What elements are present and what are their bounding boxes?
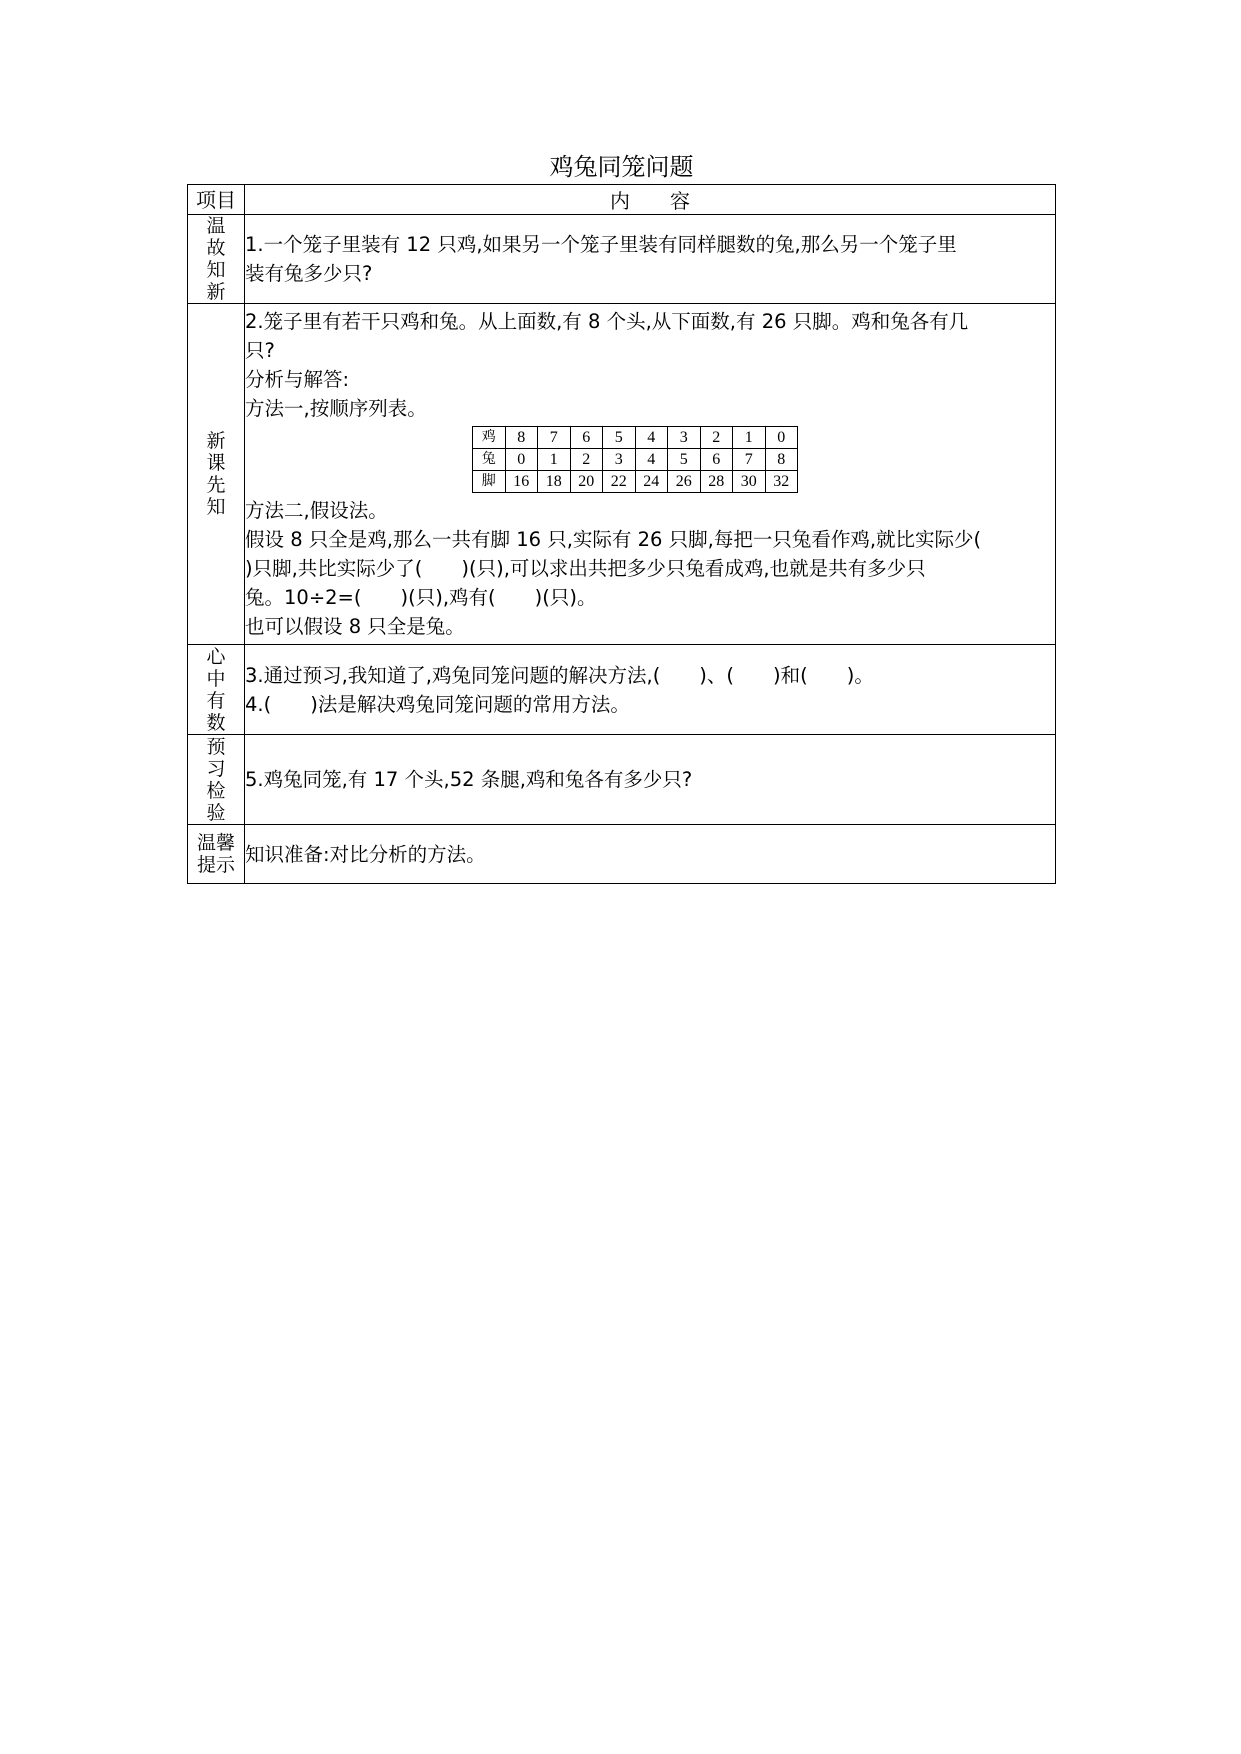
- method-one-heading: 方法一,按顺序列表。: [245, 397, 427, 420]
- question-line: 假设 8 只全是鸡,那么一共有脚 16 只,实际有 26 只脚,每把一只兔看作鸡,就比实际少(: [245, 528, 982, 551]
- list-table-cell: 28: [700, 471, 733, 493]
- list-table-label: 鸡: [473, 427, 506, 449]
- section-label-text: 温故知新: [206, 215, 226, 303]
- list-table-cell: 2: [570, 449, 603, 471]
- list-table-row: [473, 471, 798, 493]
- question-line: 4.( )法是解决鸡兔同笼问题的常用方法。: [245, 692, 630, 716]
- section-label: [188, 304, 245, 645]
- section-row: [188, 735, 1056, 825]
- list-table-cell: 2: [700, 427, 733, 449]
- list-table-cell: 22: [603, 471, 636, 493]
- list-table-cell: 1: [733, 427, 766, 449]
- list-table-cell: 0: [765, 427, 798, 449]
- list-table-cell: 4: [635, 449, 668, 471]
- question-line: 5.鸡兔同笼,有 17 个头,52 条腿,鸡和兔各有多少只?: [245, 768, 693, 791]
- list-table-cell: 7: [538, 427, 571, 449]
- list-table: [472, 426, 798, 493]
- list-table-cell: 7: [733, 449, 766, 471]
- list-table-row: [473, 449, 798, 471]
- list-table-cell: 24: [635, 471, 668, 493]
- section-row: [188, 215, 1056, 304]
- list-table-cell: 5: [668, 449, 701, 471]
- section-label-text: 预习检验: [206, 735, 226, 824]
- section-label: [188, 825, 245, 884]
- worksheet-table: [187, 184, 1056, 884]
- question-line: 兔。10÷2=( )(只),鸡有( )(只)。: [245, 586, 597, 609]
- section-content: [245, 215, 1056, 304]
- list-table-cell: 8: [765, 449, 798, 471]
- list-table-label: 脚: [473, 471, 506, 493]
- list-table-cell: 6: [700, 449, 733, 471]
- list-table-cell: 3: [668, 427, 701, 449]
- question-line: 也可以假设 8 只全是兔。: [245, 615, 465, 638]
- section-label: [188, 215, 245, 304]
- section-row: [188, 825, 1056, 884]
- list-table-cell: 26: [668, 471, 701, 493]
- list-table-cell: 6: [570, 427, 603, 449]
- section-content: [245, 735, 1056, 825]
- list-table-cell: 20: [570, 471, 603, 493]
- header-item: 项目: [188, 185, 245, 215]
- section-content: [245, 825, 1056, 884]
- question-line: )只脚,共比实际少了( )(只),可以求出共把多少只兔看成鸡,也就是共有多少只: [245, 557, 926, 580]
- section-label: [188, 645, 245, 735]
- header-content: 内 容: [245, 185, 1056, 215]
- list-table-cell: 30: [733, 471, 766, 493]
- list-table-cell: 3: [603, 449, 636, 471]
- section-label-text: 新课先知: [206, 430, 226, 518]
- list-table-cell: 1: [538, 449, 571, 471]
- section-row: [188, 645, 1056, 735]
- section-row: [188, 304, 1056, 645]
- question-line: 3.通过预习,我知道了,鸡兔同笼问题的解决方法,( )、( )和( )。: [245, 663, 874, 687]
- list-table-cell: 18: [538, 471, 571, 493]
- list-table-cell: 4: [635, 427, 668, 449]
- method-two-heading: 方法二,假设法。: [245, 499, 388, 522]
- analysis-heading: 分析与解答:: [245, 368, 350, 391]
- header-row: [188, 185, 1056, 215]
- question-line: 装有兔多少只?: [245, 262, 373, 285]
- list-table-cell: 16: [505, 471, 538, 493]
- list-table-label: 兔: [473, 449, 506, 471]
- list-table-cell: 5: [603, 427, 636, 449]
- list-table-cell: 8: [505, 427, 538, 449]
- section-content: [245, 645, 1056, 735]
- tip-line: 知识准备:对比分析的方法。: [245, 842, 486, 866]
- section-label-text: 心中有数: [206, 645, 226, 734]
- question-line: 只?: [245, 339, 275, 362]
- section-content: [245, 304, 1056, 645]
- section-label: [188, 735, 245, 825]
- question-line: 2.笼子里有若干只鸡和兔。从上面数,有 8 个头,从下面数,有 26 只脚。鸡和兔各有几: [245, 310, 969, 333]
- page-title: 鸡兔同笼问题: [549, 153, 694, 181]
- list-table-row: [473, 427, 798, 449]
- list-table-cell: 32: [765, 471, 798, 493]
- list-table-cell: 0: [505, 449, 538, 471]
- section-label-text: 温馨提示: [196, 832, 235, 876]
- question-line: 1.一个笼子里装有 12 只鸡,如果另一个笼子里装有同样腿数的兔,那么另一个笼子里: [245, 233, 957, 256]
